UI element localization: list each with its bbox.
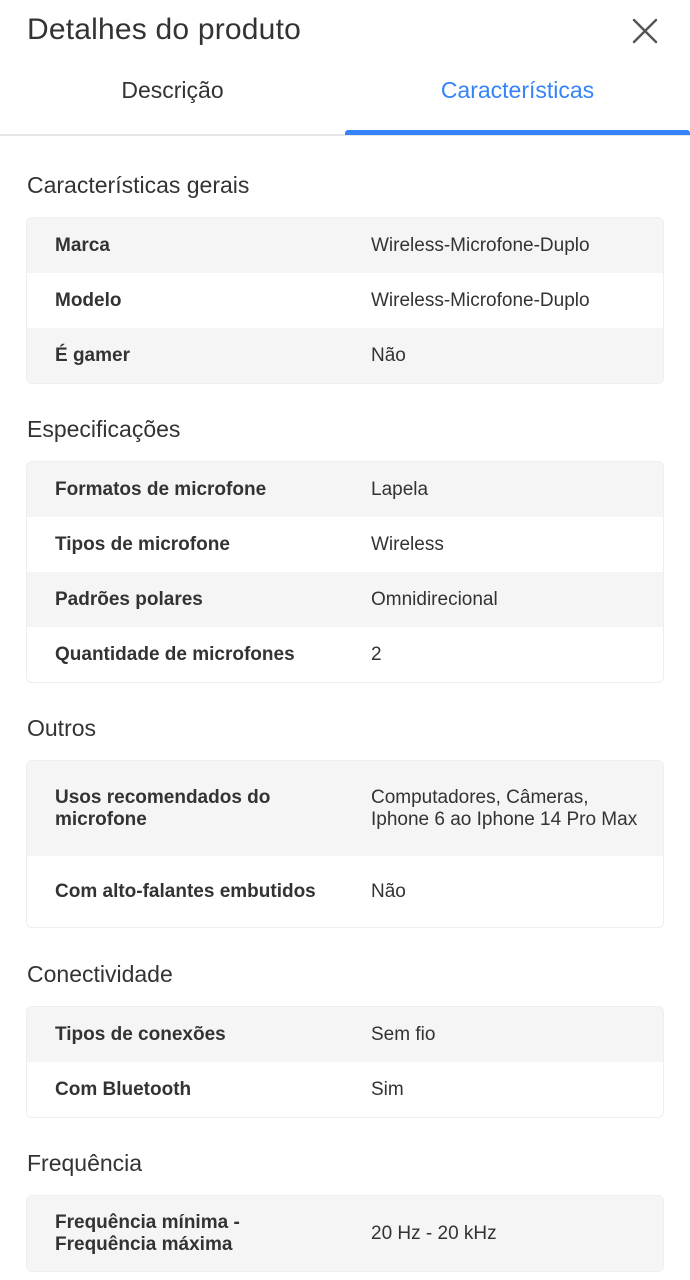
spec-table-caracteristicas-gerais (26, 217, 664, 384)
table-row (27, 627, 663, 682)
page-title: Detalhes do produto (27, 13, 301, 46)
tab-descricao[interactable]: Descrição (121, 76, 224, 103)
spec-value: Wireless (371, 533, 444, 555)
spec-label: Tipos de conexões (55, 1023, 226, 1045)
modal-header (0, 0, 690, 62)
table-row (27, 1196, 663, 1271)
spec-value: Omnidirecional (371, 588, 498, 610)
table-row (27, 328, 663, 383)
table-row (27, 761, 663, 856)
tab-caracteristicas[interactable]: Características (440, 76, 595, 103)
close-icon (632, 18, 658, 44)
spec-value: Não (371, 880, 406, 902)
spec-table-outros (26, 760, 664, 928)
table-row (27, 1007, 663, 1062)
section-title-caracteristicas-gerais: Características gerais (27, 172, 250, 198)
spec-label: Marca (55, 234, 110, 256)
section-title-frequencia: Frequência (27, 1150, 143, 1176)
spec-value: Wireless-Microfone-Duplo (371, 289, 590, 311)
table-row (27, 1062, 663, 1117)
spec-value: Wireless-Microfone-Duplo (371, 234, 590, 256)
table-row (27, 273, 663, 328)
table-row (27, 218, 663, 273)
spec-value: Sem fio (371, 1023, 436, 1045)
spec-label: Padrões polares (55, 588, 203, 610)
spec-label: Com alto-falantes embutidos (55, 880, 316, 902)
spec-label: Com Bluetooth (55, 1078, 192, 1100)
active-tab-indicator (345, 130, 690, 135)
tab-bar (0, 62, 690, 136)
spec-value: Computadores, Câmeras, Iphone 6 ao Iphone 14 Pro Max (371, 786, 638, 830)
spec-value: Não (371, 344, 406, 366)
section-title-especificacoes: Especificações (27, 416, 181, 442)
spec-value: 20 Hz - 20 kHz (371, 1222, 497, 1244)
spec-table-frequencia (26, 1195, 664, 1272)
table-row (27, 856, 663, 927)
spec-label: Formatos de microfone (55, 478, 267, 500)
section-title-outros: Outros (27, 715, 97, 741)
spec-table-conectividade (26, 1006, 664, 1118)
spec-value: Sim (371, 1078, 404, 1100)
close-button[interactable] (626, 12, 664, 50)
spec-value: Lapela (371, 478, 429, 500)
table-row (27, 572, 663, 627)
spec-label: Usos recomendados do microfone (55, 786, 271, 830)
spec-label: É gamer (55, 344, 130, 366)
table-row (27, 462, 663, 517)
table-row (27, 517, 663, 572)
spec-value: 2 (371, 643, 382, 665)
spec-label: Frequência mínima - Frequência máxima (55, 1211, 240, 1255)
spec-label: Quantidade de microfones (55, 643, 295, 665)
spec-table-especificacoes (26, 461, 664, 683)
spec-label: Tipos de microfone (55, 533, 230, 555)
section-title-conectividade: Conectividade (27, 961, 173, 987)
spec-label: Modelo (55, 289, 122, 311)
